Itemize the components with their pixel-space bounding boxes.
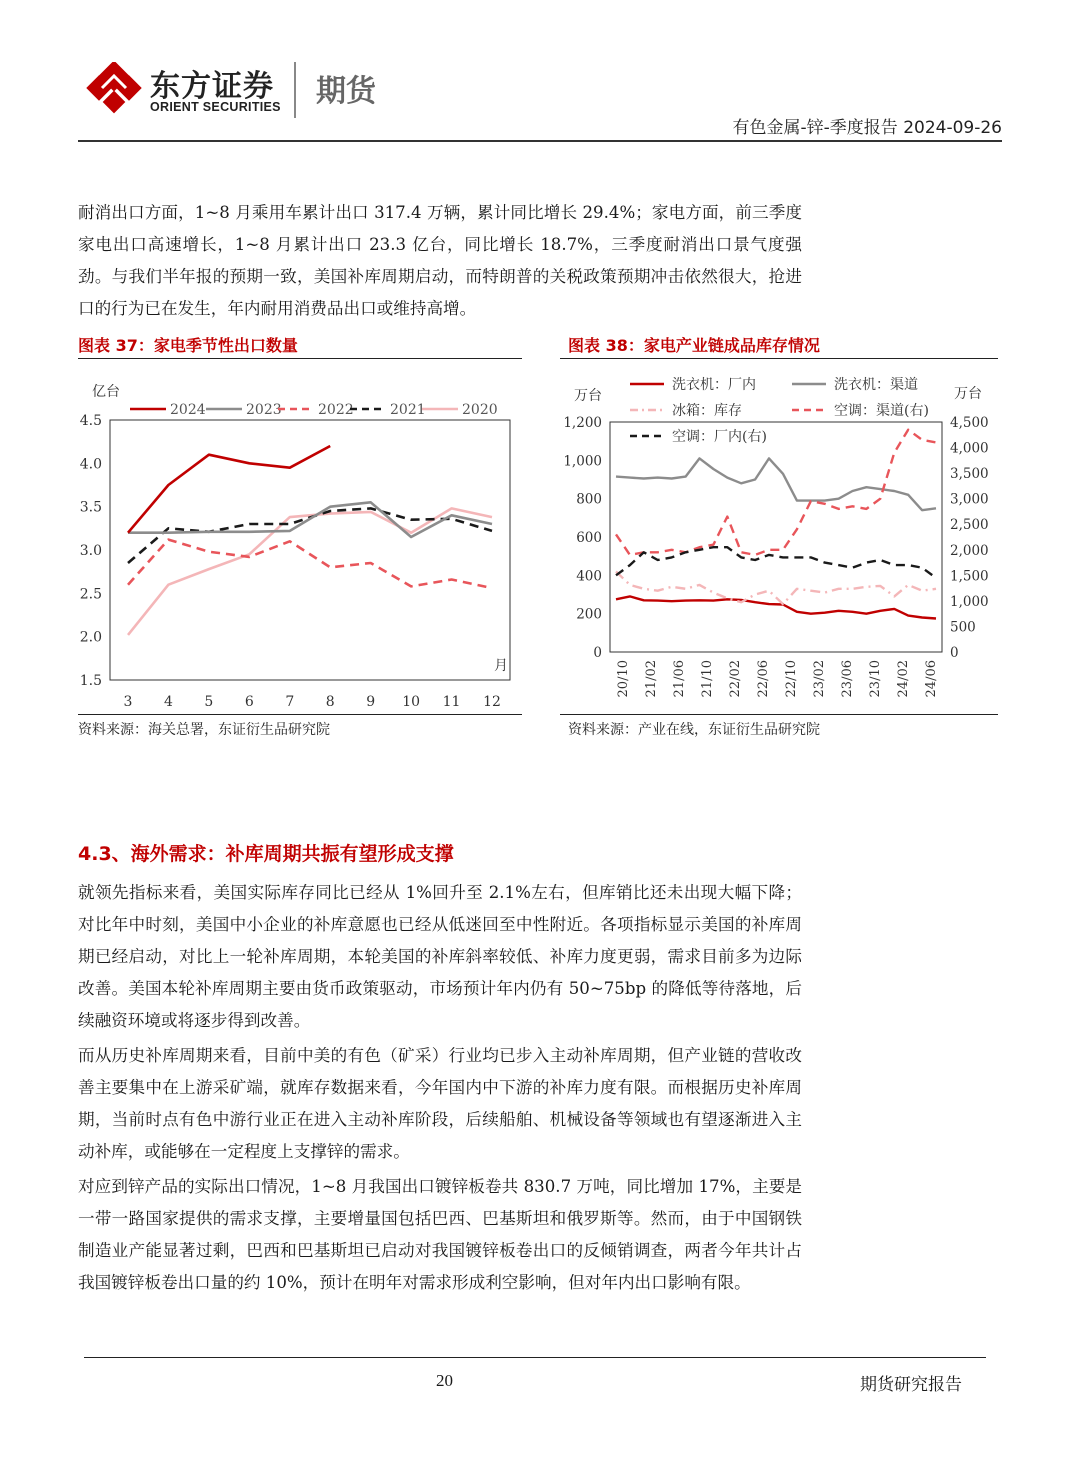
legend-label: 2024 [170, 402, 206, 418]
series-line [616, 547, 936, 578]
y-left-unit-label: 万台 [574, 388, 602, 404]
x-tick-label: 8 [325, 694, 335, 710]
x-tick-label: 21/02 [644, 660, 659, 698]
division-label: 期货 [316, 74, 376, 109]
x-tick-label: 23/06 [840, 660, 855, 698]
y-right-tick-label: 3,000 [950, 491, 989, 508]
figure37-chart [78, 362, 522, 712]
legend-item [792, 376, 918, 393]
series-line [616, 596, 936, 618]
y-left-tick-label: 800 [576, 491, 602, 508]
figure37-title: 图表 37：家电季节性出口数量 [78, 336, 298, 355]
legend-label: 空调：厂内(右) [672, 429, 767, 445]
y-left-tick-label: 400 [576, 568, 602, 585]
y-right-tick-label: 3,500 [950, 466, 989, 483]
figure38-top-rule [560, 358, 998, 359]
series-line [616, 458, 936, 510]
figure37-source: 资料来源：海关总署，东证衍生品研究院 [78, 722, 330, 738]
x-tick-label: 5 [204, 694, 214, 710]
section-paragraph-1: 就领先指标来看，美国实际库存同比已经从 1%回升至 2.1%左右，但库销比还未出现大幅下降；对比年中时刻，美国中小企业的补库意愿也已经从低迷回至中性附近。各项指标显示美国的补库周期已经启动，对比上一轮补库周期，本轮美国的补库斜率较低、补库力度更弱，需求目前多为边际改善。美国本轮补库周期主要由货币政策驱动，市场预计年内仍有 50~75bp 的降低等待落地，后续融资环境或将逐步得到改善。 [78, 883, 802, 1030]
legend-item [130, 402, 206, 418]
figure38-source: 资料来源：产业在线，东证衍生品研究院 [568, 722, 820, 738]
section-paragraph-2: 而从历史补库周期来看，目前中美的有色（矿采）行业均已步入主动补库周期，但产业链的营收改善主要集中在上游采矿端，就库存数据来看，今年国内中下游的补库力度有限。而根据历史补库周期，当前时点有色中游行业正在进入主动补库阶段，后续船舶、机械设备等领域也有望逐渐进入主动补库，或能够在一定程度上支撑锌的需求。 [78, 1046, 802, 1161]
x-tick-label: 11 [442, 694, 461, 710]
x-tick-label: 22/02 [728, 660, 743, 698]
y-left-tick-label: 1,200 [563, 415, 602, 431]
series-line [616, 572, 936, 605]
y-tick-label: 2.5 [79, 586, 102, 603]
intro-paragraph: 耐消出口方面，1~8 月乘用车累计出口 317.4 万辆，累计同比增长 29.4%；家电方面，前三季度家电出口高速增长，1~8 月累计出口 23.3 亿台，同比增长 18.7%，三季度耐消出口景气度强劲。与我们半年报的预期一致，美国补库周期启动，而特朗普的关税政策预期冲击依然很大，抢进口的行为已在发生，年内耐用消费品出口或维持高增。 [78, 203, 802, 318]
y-unit-label: 亿台 [92, 384, 120, 400]
figure37-top-rule [78, 358, 522, 359]
y-right-unit-label: 万台 [954, 386, 982, 402]
y-left-tick-label: 600 [576, 530, 602, 546]
figure38-bottom-rule [560, 714, 998, 715]
footer-label: 期货研究报告 [860, 1375, 962, 1395]
y-right-tick-label: 4,500 [950, 415, 989, 431]
y-tick-label: 4.5 [79, 413, 102, 429]
y-left-tick-label: 0 [593, 645, 602, 661]
legend-item [206, 402, 282, 418]
y-right-tick-label: 1,000 [950, 593, 989, 610]
x-tick-label: 23/10 [868, 660, 883, 698]
x-tick-label: 24/06 [924, 660, 939, 698]
legend-label: 2023 [246, 402, 282, 418]
legend-item [792, 402, 929, 419]
x-tick-label: 22/10 [784, 660, 799, 698]
legend-label: 2021 [390, 402, 426, 418]
figure38-chart [560, 362, 998, 714]
y-tick-label: 3.5 [79, 499, 102, 516]
legend-item [422, 402, 498, 418]
x-tick-label: 21/10 [700, 660, 715, 698]
y-left-tick-label: 1,000 [563, 453, 602, 470]
x-tick-label: 24/02 [896, 660, 911, 698]
figure37-bottom-rule [78, 714, 522, 715]
logo-cn: 东方证券 [150, 69, 274, 104]
series-line-2020 [128, 508, 492, 635]
y-right-tick-label: 500 [950, 619, 976, 636]
series-line-2023 [128, 502, 492, 537]
x-tick-label: 3 [123, 694, 133, 710]
x-tick-label: 6 [244, 694, 254, 710]
y-right-tick-label: 0 [950, 645, 959, 661]
page-number: 20 [436, 1371, 453, 1390]
y-tick-label: 1.5 [79, 673, 102, 689]
x-tick-label: 4 [163, 694, 173, 710]
x-tick-label: 20/10 [616, 660, 631, 698]
y-right-tick-label: 1,500 [950, 568, 989, 585]
y-tick-label: 4.0 [79, 456, 102, 473]
x-tick-label: 23/02 [812, 660, 827, 698]
logo [86, 58, 306, 122]
x-tick-label: 7 [285, 694, 295, 710]
legend-item [630, 403, 742, 419]
x-tick-label: 22/06 [756, 660, 771, 698]
report-meta: 有色金属-锌-季度报告 2024-09-26 [732, 118, 1002, 138]
plot-frame [110, 420, 510, 680]
legend-label: 2020 [462, 402, 498, 418]
x-tick-label: 21/06 [672, 660, 687, 698]
x-tick-label: 9 [366, 694, 376, 710]
logo-en: ORIENT SECURITIES [150, 100, 281, 114]
legend-item [630, 428, 767, 445]
y-right-tick-label: 2,500 [950, 517, 989, 534]
legend-label: 洗衣机：渠道 [834, 377, 918, 393]
y-tick-label: 2.0 [79, 629, 102, 646]
section-paragraph-3: 对应到锌产品的实际出口情况，1~8 月我国出口镀锌板卷共 830.7 万吨，同比增加 17%，主要是一带一路国家提供的需求支撑，主要增量国包括巴西、巴基斯坦和俄罗斯等。然而，由于中国钢铁制造业产能显著过剩，巴西和巴基斯坦已启动对我国镀锌板卷出口的反倾销调查，两者今年共计占我国镀锌板卷出口量的约 10%，预计在明年对需求形成利空影响，但对年内出口影响有限。 [78, 1177, 802, 1292]
y-right-tick-label: 2,000 [950, 542, 989, 559]
x-unit-label: 月 [494, 658, 508, 674]
section-title: 4.3、海外需求：补库周期共振有望形成支撑 [78, 843, 454, 865]
legend-label: 洗衣机：厂内 [672, 377, 756, 393]
legend-label: 冰箱：库存 [672, 403, 742, 419]
orient-logo-icon [86, 62, 142, 118]
series-line-2022 [128, 540, 492, 589]
figure38-title: 图表 38：家电产业链成品库存情况 [568, 336, 820, 355]
y-right-tick-label: 4,000 [950, 440, 989, 457]
header-rule [78, 140, 1002, 142]
legend-item [350, 402, 426, 418]
legend-label: 2022 [318, 402, 354, 418]
legend-item [630, 376, 756, 393]
logo-divider [294, 62, 296, 118]
x-tick-label: 12 [483, 694, 501, 710]
x-tick-label: 10 [402, 694, 421, 710]
footer-rule [84, 1357, 986, 1358]
y-tick-label: 3.0 [79, 543, 102, 559]
legend-label: 空调：渠道(右) [834, 403, 929, 419]
series-line [616, 430, 936, 555]
legend-item [278, 402, 354, 418]
y-left-tick-label: 200 [576, 606, 602, 623]
